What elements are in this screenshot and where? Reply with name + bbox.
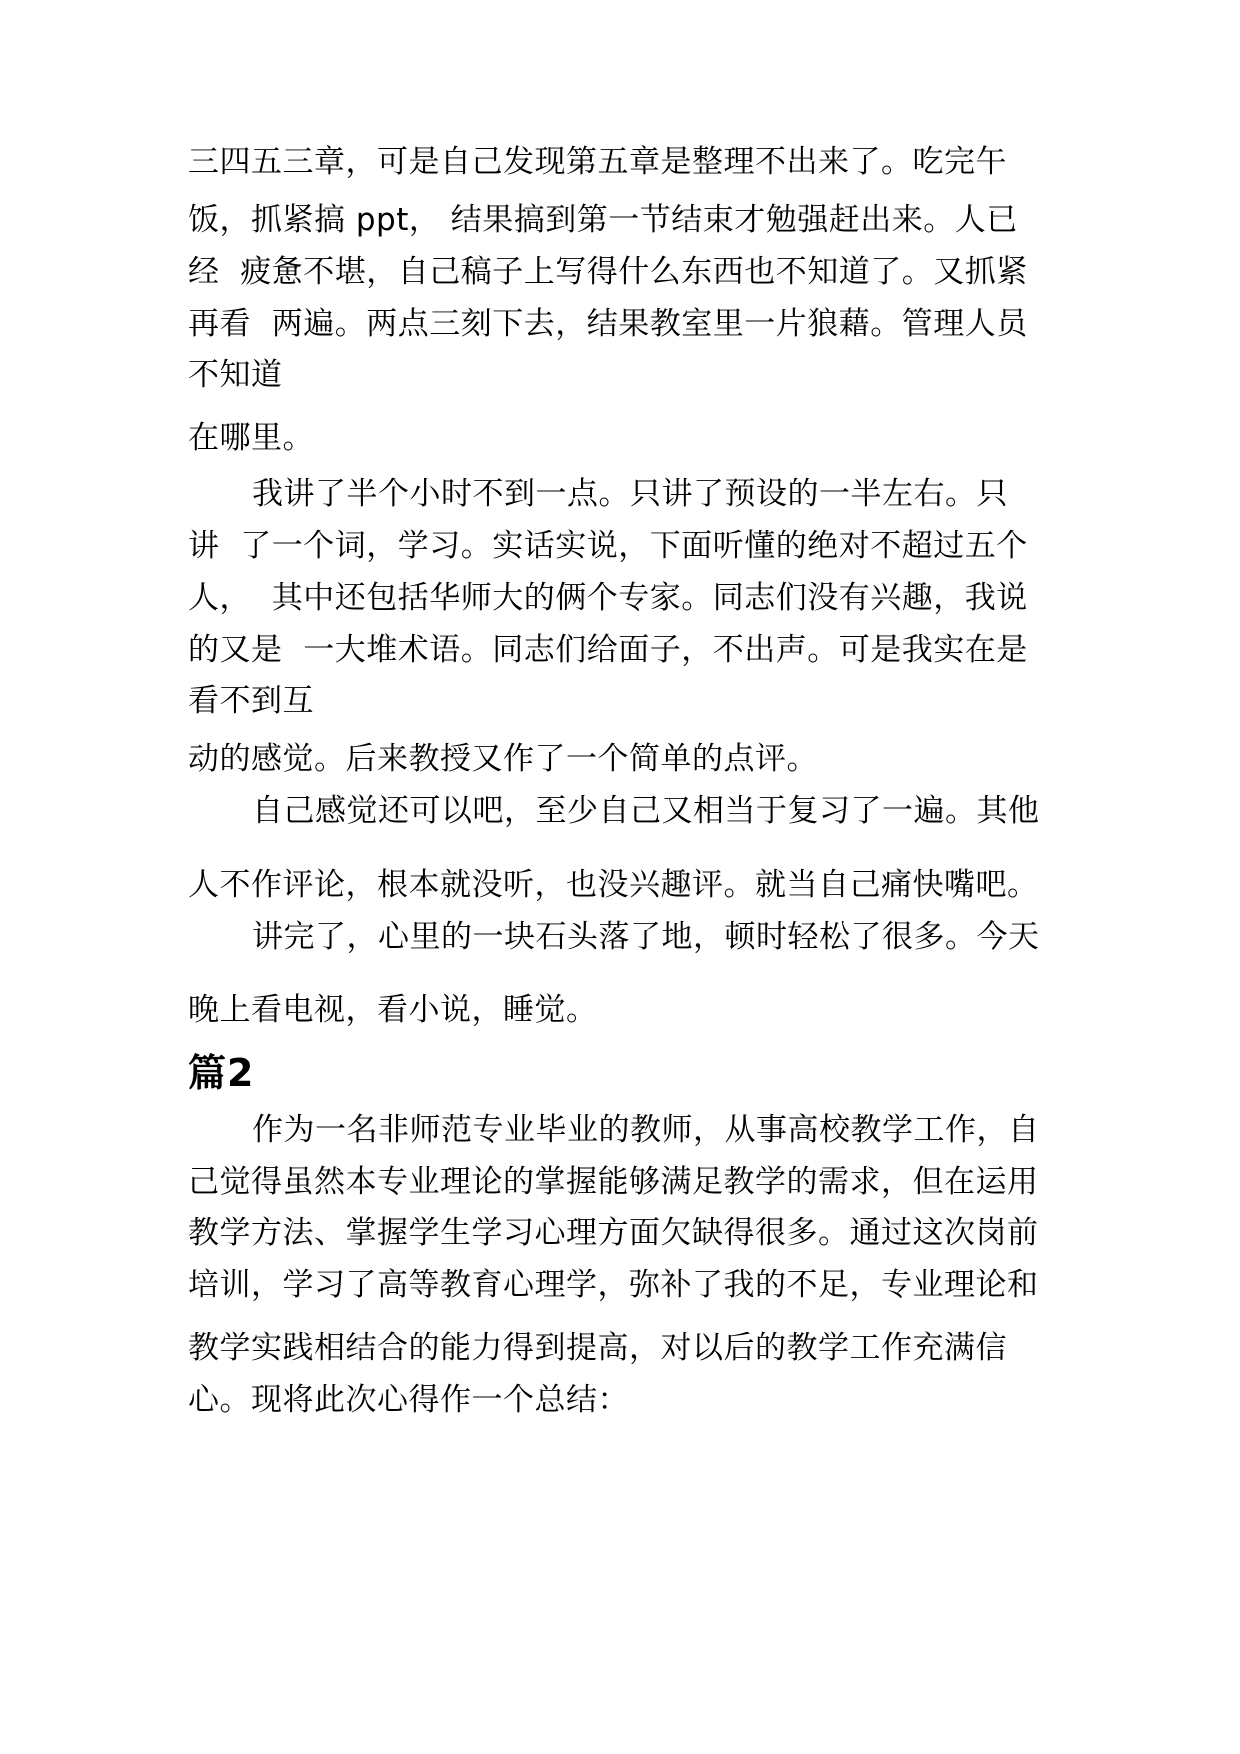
paragraph-line: 在哪里。 [188,420,314,456]
paragraph-line: 晚上看电视，看小说，睡觉。 [188,992,598,1028]
paragraph-line: 讲 了一个词，学习。实话实说，下面听懂的绝对不超过五个 [188,528,1028,564]
paragraph-line: 经 疲惫不堪，自己稿子上写得什么东西也不知道了。又抓紧 [188,254,1028,290]
paragraph-line: 看不到互 [188,683,314,719]
paragraph-line: 的又是 一大堆术语。同志们给面子，不出声。可是我实在是 [188,632,1028,668]
paragraph-line: 讲完了，心里的一块石头落了地，顿时轻松了很多。今天 [252,919,1040,955]
paragraph-line: 心。现将此次心得作一个总结： [188,1382,629,1418]
paragraph-line: 动的感觉。后来教授又作了一个简单的点评。 [188,741,818,777]
paragraph-line: 教学实践相结合的能力得到提高，对以后的教学工作充满信 [188,1330,1007,1366]
section-heading: 篇2 [188,1051,255,1095]
paragraph-line: 教学方法、掌握学生学习心理方面欠缺得很多。通过这次岗前 [188,1215,1039,1251]
paragraph-line: 饭，抓紧搞 ppt， 结果搞到第一节结束才勉强赶出来。人已 [188,202,1018,238]
paragraph-line: 我讲了半个小时不到一点。只讲了预设的一半左右。只 [252,476,1008,512]
paragraph-line: 自己感觉还可以吧，至少自己又相当于复习了一遍。其他 [252,793,1040,829]
paragraph-line: 人不作评论，根本就没听，也没兴趣评。就当自己痛快嘴吧。 [188,867,1039,903]
paragraph-line: 培训，学习了高等教育心理学，弥补了我的不足，专业理论和 [188,1267,1039,1303]
paragraph-line: 三四五三章，可是自己发现第五章是整理不出来了。吃完午 [188,144,1007,180]
paragraph-line: 人， 其中还包括华师大的俩个专家。同志们没有兴趣，我说 [188,580,1028,616]
paragraph-line: 不知道 [188,357,283,393]
paragraph-line: 己觉得虽然本专业理论的掌握能够满足教学的需求，但在运用 [188,1164,1039,1200]
paragraph-line: 再看 两遍。两点三刻下去，结果教室里一片狼藉。管理人员 [188,306,1028,342]
paragraph-line: 作为一名非师范专业毕业的教师，从事高校教学工作，自 [252,1112,1040,1148]
